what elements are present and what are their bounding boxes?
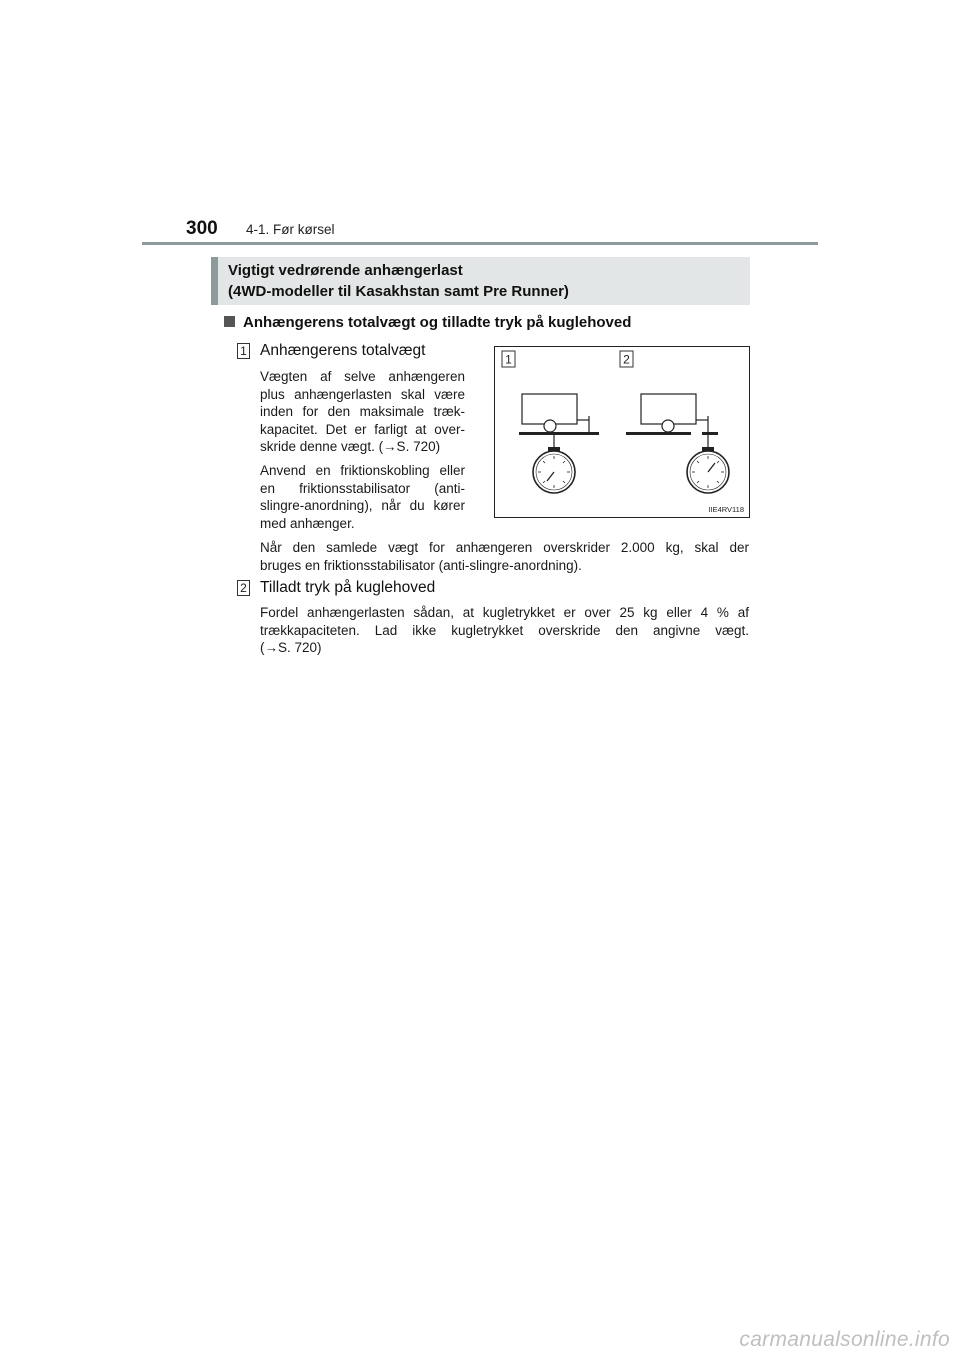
subheading	[224, 314, 631, 331]
text-line: Anvend en friktionskobling eller	[260, 463, 465, 478]
item-1-badge: 1	[237, 343, 250, 359]
tongue-weight-diagram	[494, 346, 750, 518]
trailer-right	[626, 394, 718, 435]
trailer-left	[519, 394, 599, 435]
title-line-2: (4WD-modeller til Kasakhstan samt Pre Runner)	[228, 283, 569, 300]
text-line: (→S. 720)	[260, 640, 322, 655]
text-line: bruges en friktionsstabilisator (anti-slingre-anordning).	[260, 557, 582, 573]
text-line: inden for den maksimale træk-	[260, 404, 465, 419]
header-rule	[142, 242, 818, 245]
subheading-text: Anhængerens totalvægt og tilladte tryk på kuglehoved	[243, 314, 632, 331]
text-line: plus anhængerlasten skal være	[260, 386, 465, 402]
watermark: carmanualsonline.info	[739, 1328, 950, 1351]
title-box	[211, 257, 750, 305]
scale-left	[533, 435, 575, 493]
page-number: 300	[186, 218, 218, 239]
diagram-illustration	[495, 347, 749, 517]
text-line: en friktionsstabilisator (anti-	[260, 480, 465, 496]
diagram-label-1: 1	[505, 352, 512, 367]
text-line: Fordel anhængerlasten sådan, at kugletrykket er over 25 kg eller 4 % af	[260, 605, 749, 620]
item-2-paragraph	[260, 604, 749, 657]
item-2-badge: 2	[237, 580, 250, 596]
text-line: slingre-anordning), når du kører	[260, 498, 465, 513]
item-1-title: Anhængerens totalvægt	[260, 342, 426, 359]
text-line: kapacitet. Det er farligt at over-	[260, 421, 465, 437]
text-line: skride denne vægt. (→S. 720)	[260, 439, 441, 454]
square-bullet-icon	[224, 316, 235, 327]
diagram-label-2: 2	[623, 352, 630, 367]
text-line: trækkapaciteten. Lad ikke kugletrykket overskride den angivne vægt.	[260, 622, 749, 638]
text-line: Vægten af selve anhængeren	[260, 369, 465, 384]
item-1-paragraph-1	[260, 368, 465, 456]
text-line: med anhænger.	[260, 515, 355, 531]
item-1-paragraph-3	[260, 539, 749, 574]
item-2-title: Tilladt tryk på kuglehoved	[260, 579, 436, 596]
text-line: Når den samlede vægt for anhængeren overskrider 2.000 kg, skal der	[260, 540, 749, 555]
scale-right	[687, 435, 729, 493]
section-label: 4-1. Før kørsel	[246, 222, 335, 237]
title-line-1: Vigtigt vedrørende anhængerlast	[228, 262, 463, 279]
diagram-code: IIE4RV118	[708, 505, 744, 514]
item-1-paragraph-2	[260, 462, 465, 532]
